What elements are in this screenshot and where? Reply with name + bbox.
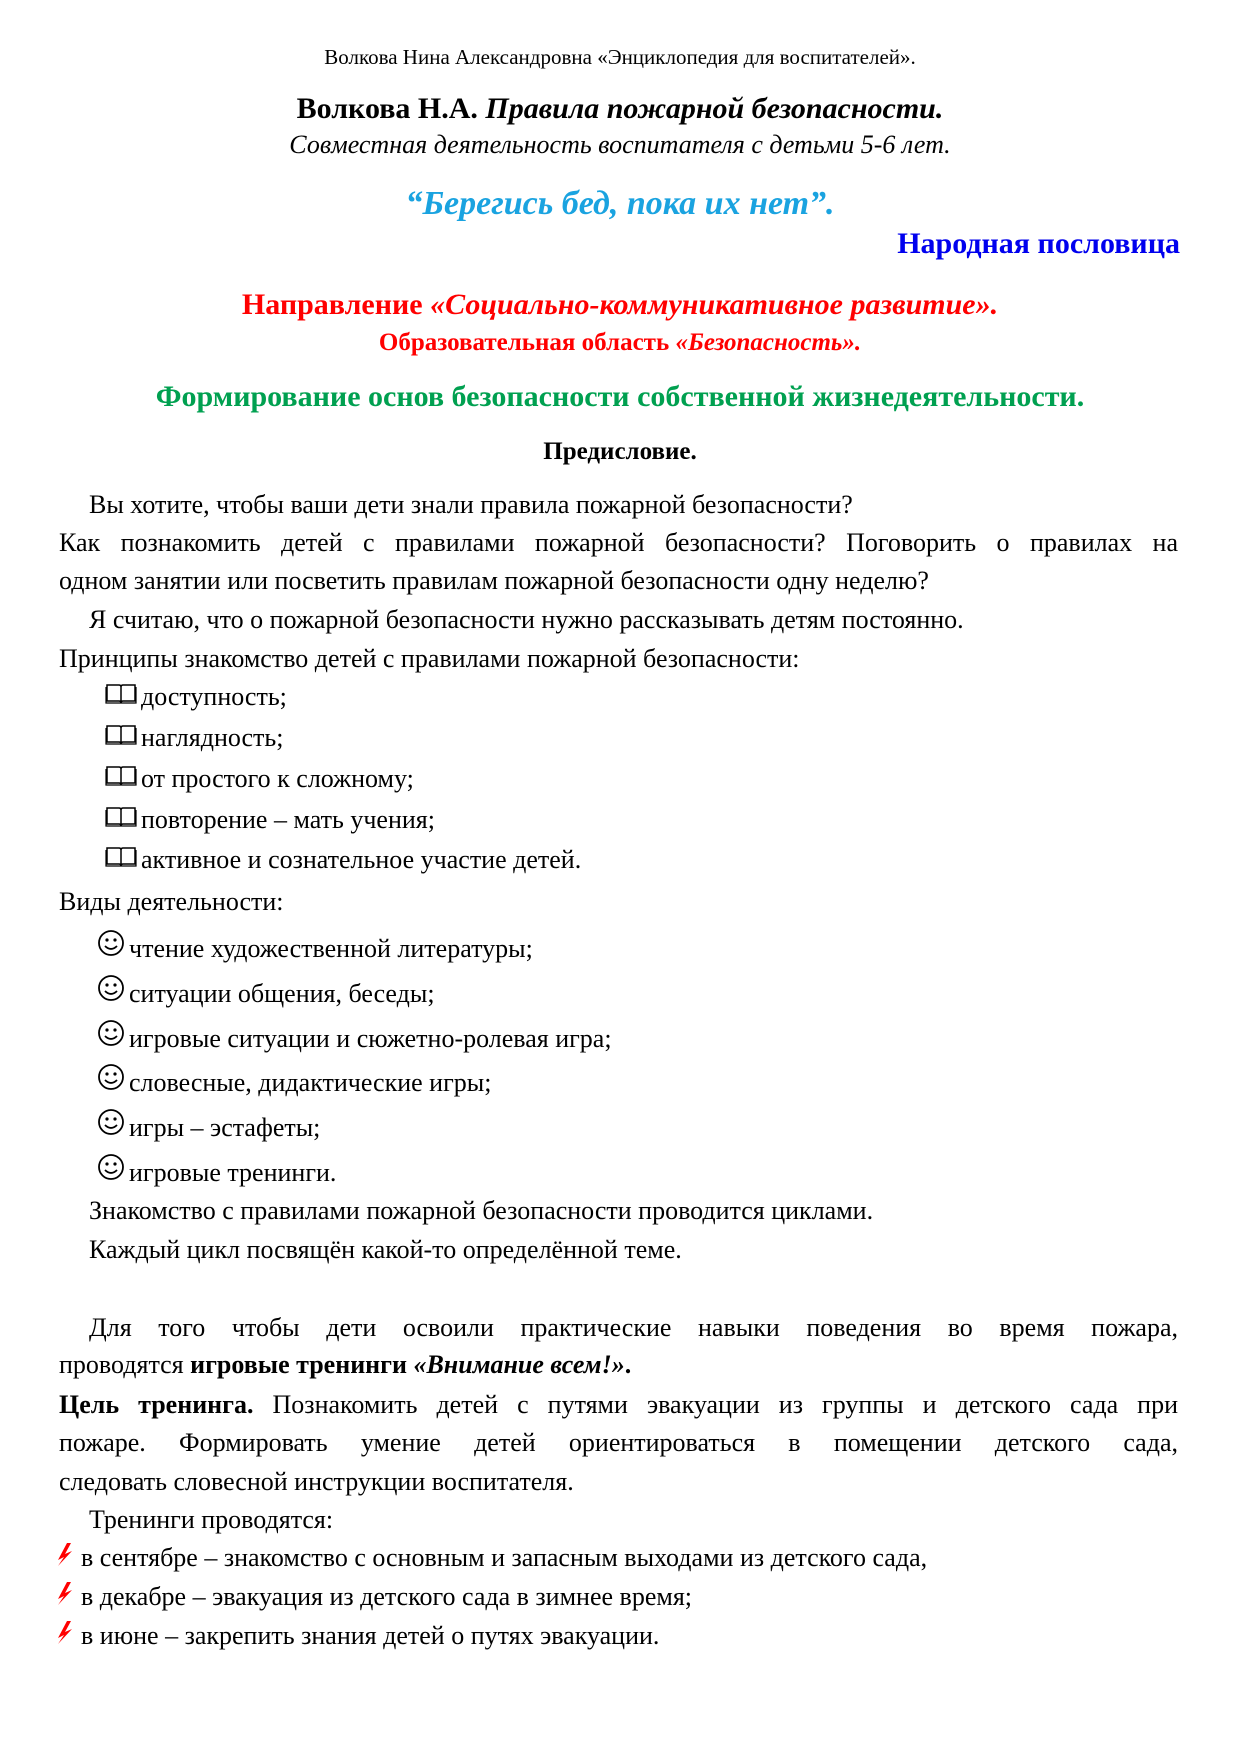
intro-line: Принципы знакомство детей с правилами пожарной безопасности: [59, 644, 800, 673]
list-item-text: в сентябре – знакомство с основным и запасным выходами из детского сада, [81, 1543, 928, 1572]
smiley-icon [97, 929, 125, 966]
intro-line: Как познакомить детей с правилами пожарной безопасности? Поговорить о правилах на [59, 528, 1178, 557]
list-item-text: игровые ситуации и сюжетно-ролевая игра; [129, 1024, 612, 1053]
epigraph-quote: “Берегись бед, пока их нет”. [405, 185, 835, 222]
list-item-text: доступность; [141, 682, 287, 711]
training-goal-label: Цель тренинга. [59, 1390, 254, 1419]
cycles-line: Знакомство с правилами пожарной безопасности проводится циклами. [89, 1196, 874, 1225]
training-name-label: игровые тренинги [190, 1350, 414, 1379]
text: проводятся [59, 1350, 191, 1379]
text: Познакомить детей с путями эвакуации из группы и детского сада при [253, 1390, 1179, 1419]
list-item [97, 929, 1216, 966]
training-goal-line [59, 1388, 1178, 1422]
epigraph-source: Народная пословица [897, 227, 1180, 260]
list-item-text: словесные, дидактические игры; [129, 1068, 492, 1097]
book-icon [105, 803, 137, 837]
lightning-icon [55, 1580, 77, 1614]
lightning-icon [55, 1541, 77, 1575]
list-item-text: наглядность; [141, 723, 284, 752]
document-title [0, 90, 1240, 128]
list-item [105, 843, 1224, 877]
list-item [97, 1019, 1216, 1056]
training-intro-line [59, 1348, 1178, 1382]
training-name: «Внимание всем!» [413, 1350, 625, 1379]
running-header: Волкова Нина Александровна «Энциклопедия для воспитателей». [324, 45, 916, 69]
intro-line: Я считаю, что о пожарной безопасности нужно рассказывать детям постоянно. [89, 605, 964, 634]
direction-heading [0, 286, 1240, 324]
cycles-line: Каждый цикл посвящён какой-то определённой теме. [89, 1235, 682, 1264]
area-name: «Безопасность». [675, 329, 862, 356]
book-icon [105, 721, 137, 755]
goal-heading: Формирование основ безопасности собственной жизнедеятельности. [155, 380, 1085, 413]
list-item [55, 1580, 1174, 1614]
list-item [97, 1063, 1216, 1100]
direction-label: Направление [241, 288, 431, 321]
smiley-icon [97, 1063, 125, 1100]
preface-heading: Предисловие. [543, 438, 697, 465]
lightning-icon [55, 1619, 77, 1653]
book-icon [105, 762, 137, 796]
list-item-text: в декабре – эвакуация из детского сада в зимнее время; [81, 1582, 692, 1611]
list-item-text: игровые тренинги. [129, 1158, 337, 1187]
list-item-text: ситуации общения, беседы; [129, 979, 435, 1008]
list-item [55, 1541, 1174, 1575]
smiley-icon [97, 1019, 125, 1056]
list-item-text: активное и сознательное участие детей. [141, 845, 582, 874]
book-icon [105, 843, 137, 877]
list-item-text: в июне – закрепить знания детей о путях эвакуации. [81, 1621, 660, 1650]
title-author: Волкова Н.А. [296, 92, 478, 125]
list-item [97, 1108, 1216, 1145]
list-item [105, 762, 1224, 796]
training-goal-line: пожаре. Формировать умение детей ориентироваться в помещении детского сада, [59, 1428, 1178, 1457]
schedule-heading: Тренинги проводятся: [89, 1505, 334, 1534]
list-item-text: повторение – мать учения; [141, 805, 435, 834]
subtitle: Совместная деятельность воспитателя с детьми 5-6 лет. [289, 130, 951, 159]
list-item [55, 1619, 1174, 1653]
intro-line: Вы хотите, чтобы ваши дети знали правила пожарной безопасности? [89, 490, 853, 519]
list-item-text: чтение художественной литературы; [129, 934, 533, 963]
list-item [97, 1153, 1216, 1190]
training-goal-line: следовать словесной инструкции воспитателя. [59, 1467, 574, 1496]
list-item [97, 974, 1216, 1011]
smiley-icon [97, 1108, 125, 1145]
title-name: Правила пожарной безопасности. [485, 92, 944, 125]
activities-heading: Виды деятельности: [59, 887, 284, 916]
training-intro-line: Для того чтобы дети освоили практические навыки поведения во время пожара, [89, 1313, 1178, 1342]
list-item [105, 803, 1224, 837]
smiley-icon [97, 974, 125, 1011]
smiley-icon [97, 1153, 125, 1190]
list-item-text: игры – эстафеты; [129, 1113, 321, 1142]
intro-line: одном занятии или посветить правилам пожарной безопасности одну неделю? [59, 566, 929, 595]
list-item [105, 721, 1224, 755]
list-item-text: от простого к сложному; [141, 764, 414, 793]
text: . [624, 1350, 632, 1379]
area-label: Образовательная область [378, 329, 676, 356]
area-heading [0, 326, 1240, 360]
book-icon [105, 680, 137, 714]
list-item [105, 680, 1224, 714]
direction-name: «Социально-коммуникативное развитие». [430, 288, 999, 321]
